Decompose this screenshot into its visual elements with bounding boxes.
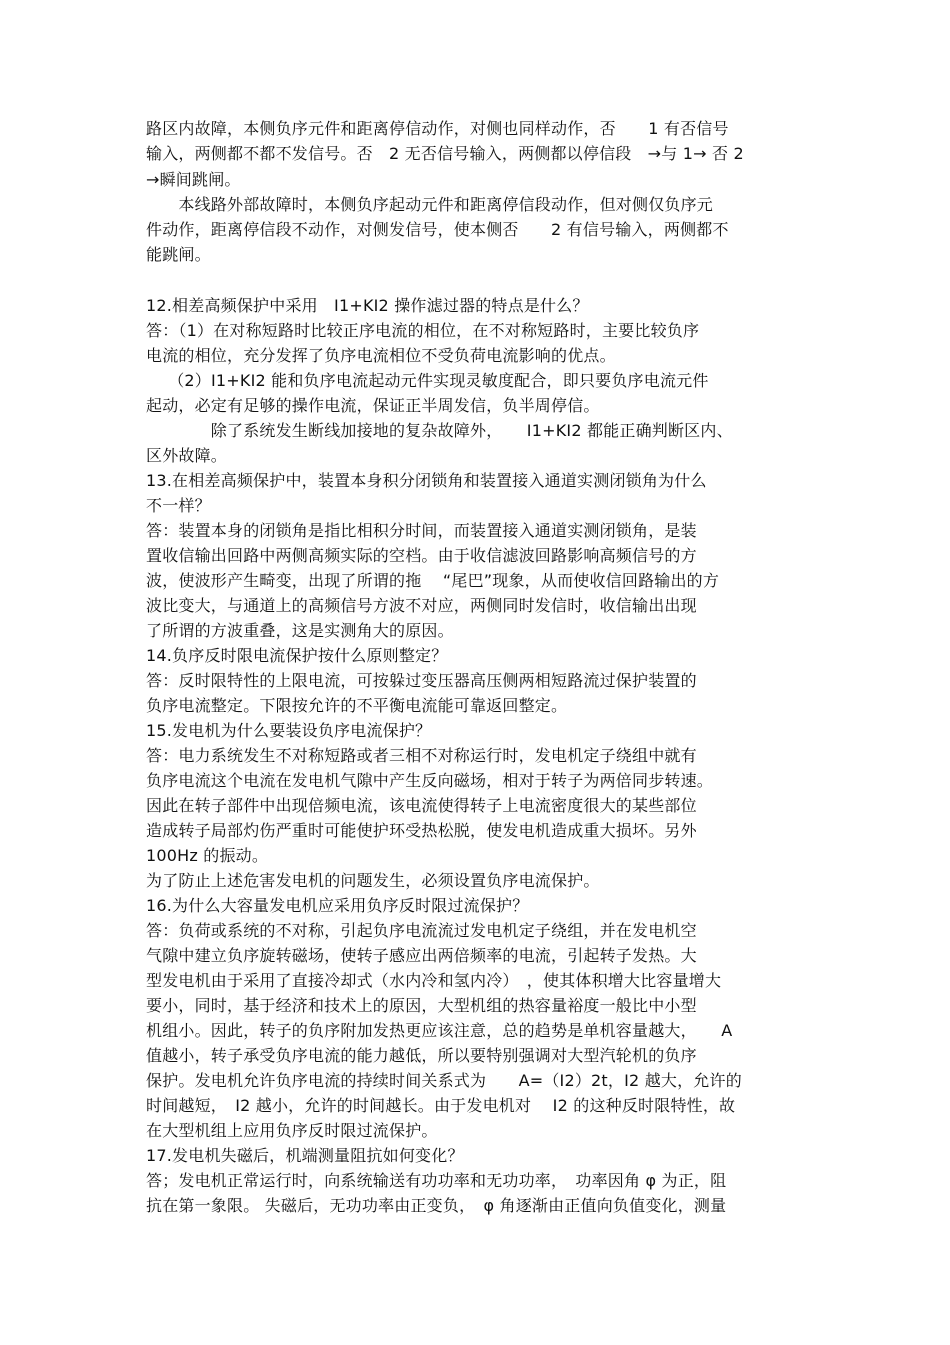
text-line: 答：电力系统发生不对称短路或者三相不对称运行时，发电机定子绕组中就有 — [146, 746, 697, 765]
text-line: 输入，两侧都不都不发信号。否 2 无否信号输入，两侧都以停信段 →与 1→ 否 2 — [146, 144, 744, 163]
question-heading: 16.为什么大容量发电机应采用负序反时限过流保护？ — [146, 896, 529, 915]
text-line: 区外故障。 — [146, 446, 228, 465]
text-line: 造成转子局部灼伤严重时可能使护环受热松脱，使发电机造成重大损坏。另外 — [146, 821, 697, 840]
text-line: 起动，必定有足够的操作电流，保证正半周发信，负半周停信。 — [146, 396, 600, 415]
text-line: 时间越短， I2 越小，允许的时间越长。由于发电机对 I2 的这种反时限特性，故 — [146, 1096, 736, 1115]
text-line: 路区内故障，本侧负序元件和距离停信动作，对侧也同样动作，否 1 有否信号 — [146, 119, 729, 138]
text-line: 电流的相位，充分发挥了负序电流相位不受负荷电流影响的优点。 — [146, 346, 616, 365]
text-line: 能跳闸。 — [146, 245, 211, 264]
text-line: 要小，同时，基于经济和技术上的原因，大型机组的热容量裕度一般比中小型 — [146, 996, 697, 1015]
question-heading: 14.负序反时限电流保护按什么原则整定？ — [146, 646, 448, 665]
text-line: 负序电流这个电流在发电机气隙中产生反向磁场，相对于转子为两倍同步转速。 — [146, 771, 714, 790]
text-line: 置收信输出回路中两侧高频实际的空档。由于收信滤波回路影响高频信号的方 — [146, 546, 697, 565]
text-line: 负序电流整定。下限按允许的不平衡电流能可靠返回整定。 — [146, 696, 568, 715]
text-line: 答：装置本身的闭锁角是指比相积分时间，而装置接入通道实测闭锁角，是装 — [146, 521, 697, 540]
text-line: 在大型机组上应用负序反时限过流保护。 — [146, 1121, 438, 1140]
text-line: 波，使波形产生畸变，出现了所谓的拖 “尾巴”现象，从而使收信回路输出的方 — [146, 571, 720, 590]
text-line: 除了系统发生断线加接地的复杂故障外， I1+KI2 都能正确判断区内、 — [146, 421, 733, 440]
question-heading: 13.在相差高频保护中，装置本身积分闭锁角和装置接入通道实测闭锁角为什么 — [146, 471, 707, 490]
text-line: 因此在转子部件中出现倍频电流，该电流使得转子上电流密度很大的某些部位 — [146, 796, 697, 815]
question-heading: 15.发电机为什么要装设负序电流保护？ — [146, 721, 432, 740]
text-line: 100Hz 的振动。 — [146, 846, 269, 865]
text-line: 件动作，距离停信段不动作，对侧发信号，使本侧否 2 有信号输入，两侧都不 — [146, 220, 729, 239]
text-line: 抗在第一象限。 失磁后，无功功率由正变负， φ 角逐渐由正值向负值变化，测量 — [146, 1196, 727, 1215]
text-line: 保护。发电机允许负序电流的持续时间关系式为 A=（I2）2t，I2 越大，允许的 — [146, 1071, 742, 1090]
text-line: →瞬间跳闸。 — [146, 170, 241, 189]
text-line: 机组小。因此，转子的负序附加发热更应该注意，总的趋势是单机容量越大， A — [146, 1021, 733, 1040]
text-line: 答：反时限特性的上限电流，可按躲过变压器高压侧两相短路流过保护装置的 — [146, 671, 697, 690]
text-line: 气隙中建立负序旋转磁场，使转子感应出两倍频率的电流，引起转子发热。大 — [146, 946, 697, 965]
question-heading: 17.发电机失磁后，机端测量阻抗如何变化？ — [146, 1146, 464, 1165]
text-line: 答；发电机正常运行时，向系统输送有功功率和无功功率， 功率因角 φ 为正，阻 — [146, 1171, 727, 1190]
text-line: 答：（1）在对称短路时比较正序电流的相位，在不对称短路时，主要比较负序 — [146, 321, 700, 340]
text-line: （2）I1+KI2 能和负序电流起动元件实现灵敏度配合，即只要负序电流元件 — [160, 371, 709, 390]
text-line: 波比变大，与通道上的高频信号方波不对应，两侧同时发信时，收信输出出现 — [146, 596, 697, 615]
text-line: 不一样？ — [146, 496, 211, 515]
text-line: 本线路外部故障时，本侧负序起动元件和距离停信段动作，但对侧仅负序元 — [146, 195, 714, 214]
text-line: 型发电机由于采用了直接冷却式（水内冷和氢内冷） ，使其体积增大比容量增大 — [146, 971, 722, 990]
question-heading: 12.相差高频保护中采用 I1+KI2 操作滤过器的特点是什么？ — [146, 296, 589, 315]
text-line: 了所谓的方波重叠，这是实测角大的原因。 — [146, 621, 454, 640]
text-line: 值越小，转子承受负序电流的能力越低，所以要特别强调对大型汽轮机的负序 — [146, 1046, 697, 1065]
text-line: 为了防止上述危害发电机的问题发生，必须设置负序电流保护。 — [146, 871, 600, 890]
text-line: 答：负荷或系统的不对称，引起负序电流流过发电机定子绕组，并在发电机空 — [146, 921, 697, 940]
